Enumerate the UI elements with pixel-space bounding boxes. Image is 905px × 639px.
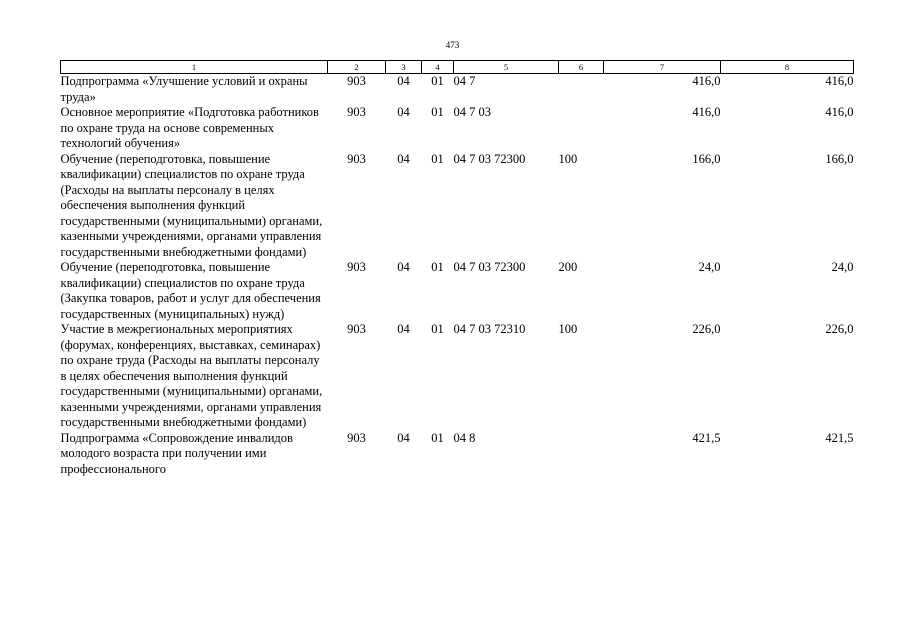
row-sum-year1: 416,0 (692, 74, 721, 88)
row-section-code: 04 (397, 105, 410, 119)
row-sum-year2: 416,0 (825, 105, 854, 119)
row-section-code: 04 (397, 74, 410, 88)
table-row (61, 431, 854, 478)
row-sum-year1: 166,0 (692, 151, 721, 166)
row-target-code: 04 7 (453, 74, 476, 88)
row-name: Подпрограмма «Сопровождение инвалидов молодого возраста при получении ими профессионального (60, 430, 293, 476)
row-target-code: 04 7 03 72310 (453, 322, 526, 336)
row-name: Подпрограмма «Улучшение условий и охраны труда» (60, 74, 308, 104)
row-sum-year1: 226,0 (692, 322, 721, 336)
row-ved-code: 903 (347, 74, 366, 88)
row-subsection-code: 01 (431, 430, 444, 445)
row-target-code: 04 7 03 (453, 105, 491, 119)
row-subsection-code: 01 (431, 105, 444, 119)
row-section-code: 04 (397, 260, 410, 274)
row-section-code: 04 (397, 322, 410, 336)
row-name: Обучение (переподготовка, повышение квалификации) специалистов по охране труда (Закупка товаров, работ и услуг для обеспечения государственных (муниципальных) нужд) (60, 260, 321, 321)
row-sum-year2: 166,0 (825, 151, 854, 166)
row-ved-code: 903 (347, 430, 366, 445)
row-section-code: 04 (397, 430, 410, 445)
row-expense-type-code (559, 431, 604, 478)
row-sum-year1: 421,5 (692, 430, 721, 445)
table-row (61, 322, 854, 431)
column-header-8: 8 (721, 61, 854, 74)
row-sum-year1: 416,0 (692, 105, 721, 119)
row-sum-year2: 421,5 (825, 430, 854, 445)
column-header-1: 1 (61, 61, 328, 74)
row-expense-type-code (559, 105, 604, 152)
budget-table (60, 60, 854, 477)
row-ved-code: 903 (347, 322, 366, 336)
row-subsection-code: 01 (431, 322, 444, 336)
column-header-5: 5 (454, 61, 559, 74)
row-sum-year2: 416,0 (825, 74, 854, 88)
row-target-code: 04 7 03 72300 (453, 260, 526, 274)
row-sum-year1: 24,0 (698, 260, 721, 274)
row-ved-code: 903 (347, 260, 366, 274)
row-section-code: 04 (397, 151, 410, 166)
row-expense-type-code: 100 (558, 151, 578, 166)
column-header-6: 6 (559, 61, 604, 74)
row-subsection-code: 01 (431, 151, 444, 166)
column-number-header-row (61, 61, 854, 74)
table-row (61, 105, 854, 152)
row-target-code: 04 8 (453, 430, 476, 445)
row-name: Основное мероприятие «Подготовка работников по охране труда на основе современных технологий обучения» (60, 105, 319, 150)
table-row (61, 260, 854, 322)
row-expense-type-code (559, 74, 604, 106)
column-header-2: 2 (328, 61, 386, 74)
row-subsection-code: 01 (431, 260, 444, 274)
column-header-3: 3 (386, 61, 422, 74)
row-target-code: 04 7 03 72300 (453, 151, 526, 166)
page-number: 473 (445, 40, 460, 50)
row-expense-type-code: 100 (558, 322, 578, 336)
row-sum-year2: 24,0 (831, 260, 854, 274)
row-name: Участие в межрегиональных мероприятиях (форумах, конференциях, выставках, семинарах) по охране труда (Расходы на выплаты персоналу в целях обеспечения выполнения функций государственными (муниципальными) органами, казенными учреждениями, органами управления государственными внебюджетными фондами) (60, 322, 323, 429)
table-row (61, 74, 854, 106)
row-ved-code: 903 (347, 105, 366, 119)
table-row (61, 152, 854, 261)
row-expense-type-code: 200 (558, 260, 578, 274)
column-header-4: 4 (422, 61, 454, 74)
column-header-7: 7 (604, 61, 721, 74)
row-subsection-code: 01 (431, 74, 444, 88)
row-name: Обучение (переподготовка, повышение квалификации) специалистов по охране труда (Расходы на выплаты персоналу в целях обеспечения выполнения функций государственными (муниципальными) органами, казенными учреждениями, органами управления государственными внебюджетными фондами) (60, 151, 323, 259)
row-ved-code: 903 (347, 151, 366, 166)
row-sum-year2: 226,0 (825, 322, 854, 336)
